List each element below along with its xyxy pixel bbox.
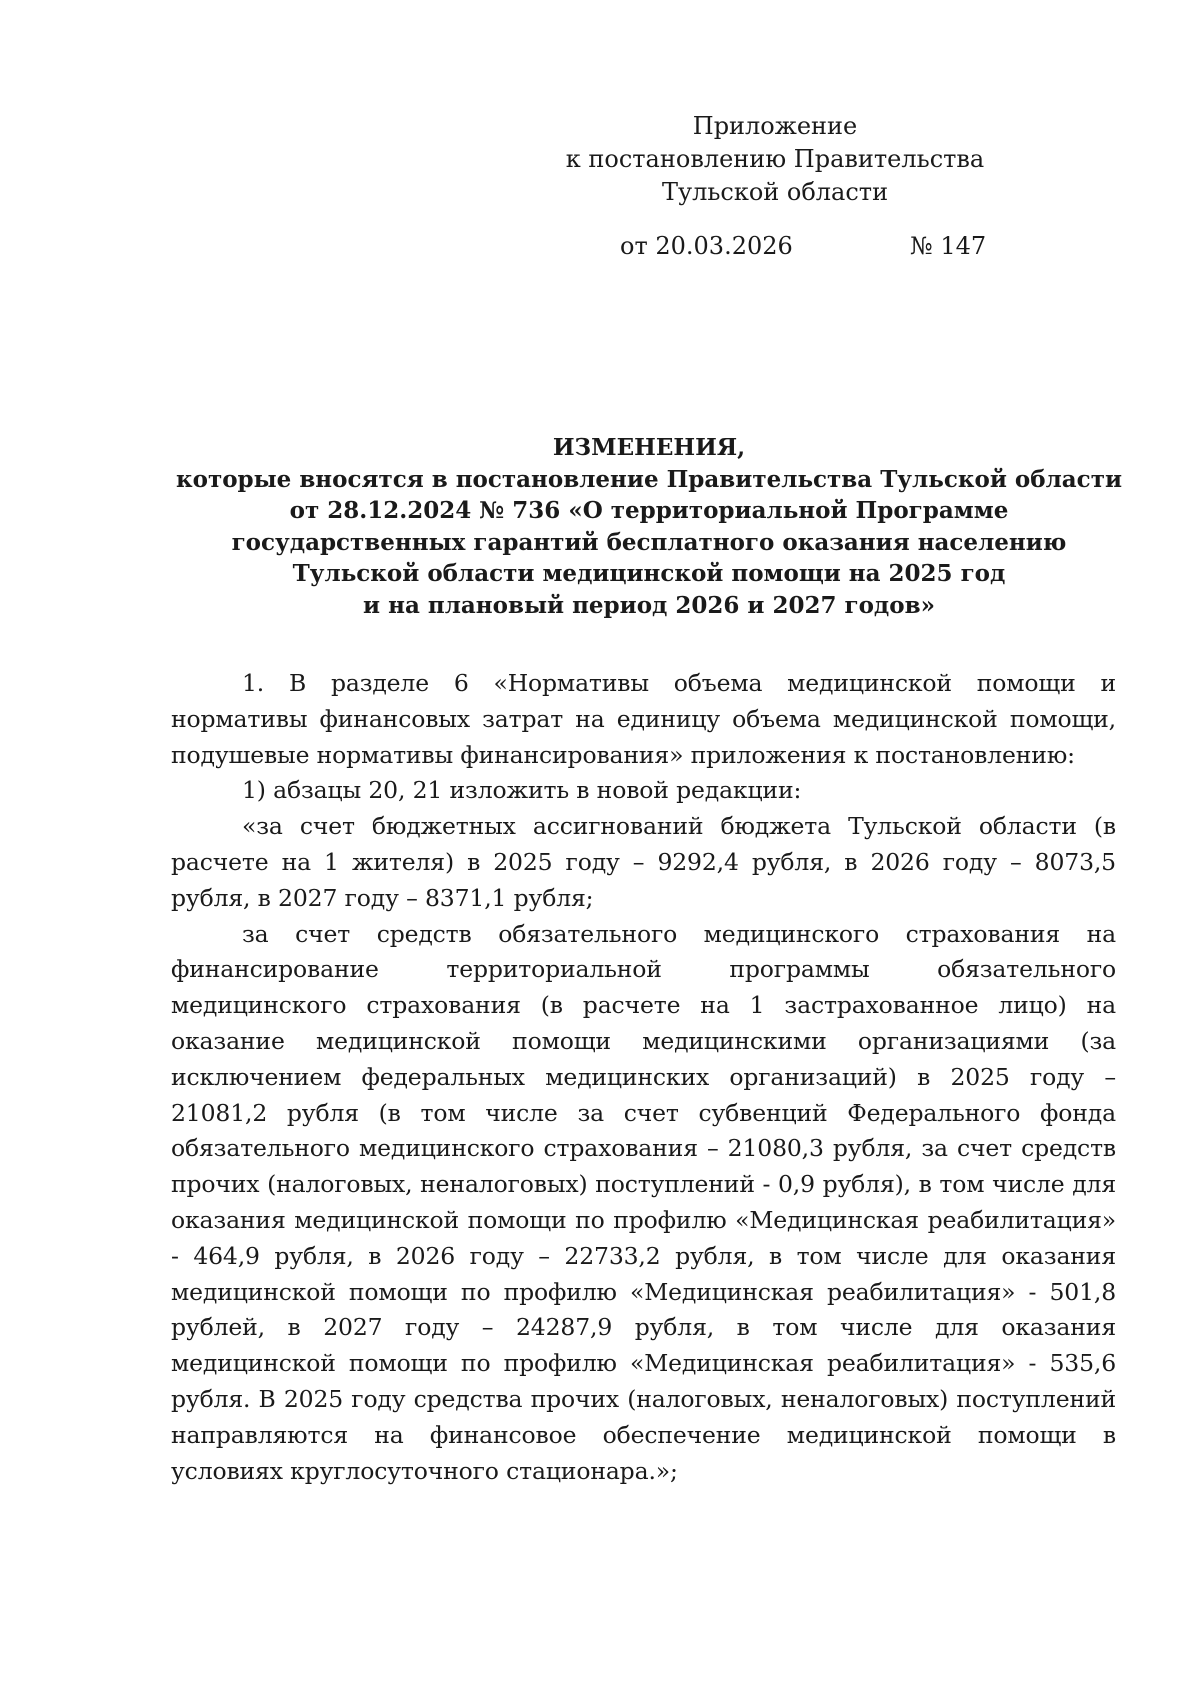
heading-line-2: от 28.12.2024 № 736 «О территориальной Программе	[289, 497, 1009, 524]
heading-line-1: которые вносятся в постановление Правительства Тульской области	[176, 465, 1122, 493]
paragraph-2: 1) абзацы 20, 21 изложить в новой редакции:	[242, 776, 802, 805]
dateline	[620, 230, 987, 263]
annex-line-2: к постановлению Правительства	[565, 145, 985, 173]
paragraph-4: за счет средств обязательного медицинского страхования на финансирование территориальной программы обязательного медицинского страхования (в расчете на 1 застрахованное лицо) на оказание медицинской помощи медицинскими организациями (за исключением федеральных медицинских организаций) в 2025 году – 21081,2 рубля (в том числе за счет субвенций Федерального фонда обязательного медицинского страхования – 21080,3 рубля, за счет средств прочих (налоговых, неналоговых) поступлений - 0,9 рубля), в том числе для оказания медицинской помощи по профилю «Медицинская реабилитация» - 464,9 рубля, в 2026 году – 22733,2 рубля, в том числе для оказания медицинской помощи по профилю «Медицинская реабилитация» - 501,8 рублей, в 2027 году – 24287,9 рубля, в том числе для оказания медицинской помощи по профилю «Медицинская реабилитация» - 535,6 рубля. В 2025 году средства прочих (налоговых, неналоговых) поступлений направляются на финансовое обеспечение медицинской помощи в условиях круглосуточного стационара.»;	[171, 919, 1116, 1485]
annex-line-1: Приложение	[692, 112, 858, 140]
heading-line-4: Тульской области медицинской помощи на 2025 год	[292, 560, 1006, 587]
paragraph-3: «за счет бюджетных ассигнований бюджета Тульской области (в расчете на 1 жителя) в 2025 году – 9292,4 рубля, в 2026 году – 8073,5 рубля, в 2027 году – 8371,1 рубля;	[171, 812, 1116, 912]
heading-line-5: и на плановый период 2026 и 2027 годов»	[363, 591, 935, 619]
resolution-date: от 20.03.2026	[620, 232, 793, 260]
resolution-number: № 147	[910, 232, 987, 260]
heading-line-3: государственных гарантий бесплатного оказания населению	[231, 528, 1067, 556]
document-heading	[120, 432, 1178, 621]
annex-line-3: Тульской области	[661, 178, 889, 206]
heading-title: ИЗМЕНЕНИЯ,	[552, 434, 746, 461]
annex-block	[560, 110, 990, 209]
document-body	[171, 666, 1116, 1489]
paragraph-1: 1. В разделе 6 «Нормативы объема медицинской помощи и нормативы финансовых затрат на единицу объема медицинской помощи, подушевые нормативы финансирования» приложения к постановлению:	[171, 669, 1116, 769]
